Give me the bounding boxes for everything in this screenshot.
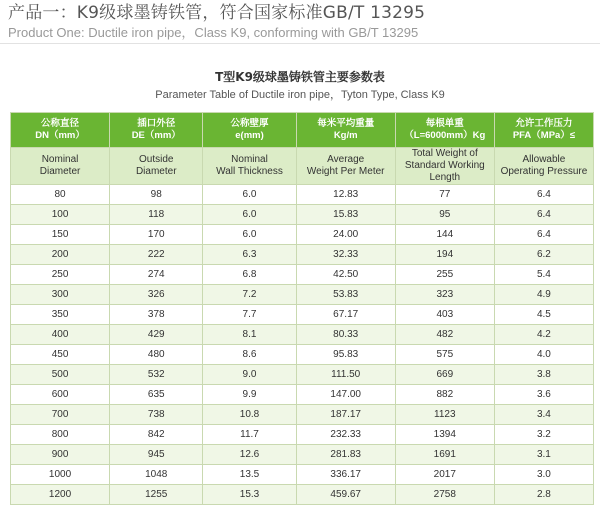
cell-de: 945 [110, 445, 203, 465]
col-subheader-de: Outside Diameter [110, 148, 203, 185]
cell-weight-per-meter: 12.83 [296, 185, 395, 205]
cell-weight-per-meter: 187.17 [296, 405, 395, 425]
cell-pressure: 4.2 [494, 325, 593, 345]
table-row [11, 345, 594, 365]
cell-pressure: 3.2 [494, 425, 593, 445]
table-row [11, 385, 594, 405]
cell-total-weight: 575 [395, 345, 494, 365]
cell-dn: 100 [11, 205, 110, 225]
cell-weight-per-meter: 281.83 [296, 445, 395, 465]
cell-dn: 300 [11, 285, 110, 305]
cell-wall: 6.0 [203, 205, 296, 225]
col-header-weight-per-meter: 每米平均重量 Kg/m [296, 113, 395, 148]
cell-wall: 13.5 [203, 465, 296, 485]
cell-total-weight: 2758 [395, 485, 494, 505]
cell-dn: 900 [11, 445, 110, 465]
cell-pressure: 6.4 [494, 225, 593, 245]
table-row [11, 245, 594, 265]
cell-weight-per-meter: 53.83 [296, 285, 395, 305]
cell-weight-per-meter: 459.67 [296, 485, 395, 505]
cell-total-weight: 1394 [395, 425, 494, 445]
cell-dn: 1000 [11, 465, 110, 485]
cell-pressure: 3.4 [494, 405, 593, 425]
cell-de: 635 [110, 385, 203, 405]
cell-de: 118 [110, 205, 203, 225]
col-header-pressure: 允许工作压力 PFA（MPa）≤ [494, 113, 593, 148]
table-row [11, 485, 594, 505]
product-title-en: Product One: Ductile iron pipe，Class K9, conforming with GB/T 13295 [8, 25, 419, 40]
cell-de: 1255 [110, 485, 203, 505]
cell-pressure: 4.0 [494, 345, 593, 365]
cell-weight-per-meter: 32.33 [296, 245, 395, 265]
cell-wall: 6.3 [203, 245, 296, 265]
cell-dn: 600 [11, 385, 110, 405]
cell-dn: 250 [11, 265, 110, 285]
table-row [11, 265, 594, 285]
table-row [11, 205, 594, 225]
table-row [11, 325, 594, 345]
cell-de: 842 [110, 425, 203, 445]
cell-dn: 150 [11, 225, 110, 245]
table-row [11, 225, 594, 245]
cell-pressure: 6.4 [494, 185, 593, 205]
cell-pressure: 4.5 [494, 305, 593, 325]
cell-wall: 8.1 [203, 325, 296, 345]
cell-total-weight: 1123 [395, 405, 494, 425]
page-header [8, 2, 598, 41]
cell-weight-per-meter: 24.00 [296, 225, 395, 245]
cell-de: 738 [110, 405, 203, 425]
cell-wall: 11.7 [203, 425, 296, 445]
cell-dn: 350 [11, 305, 110, 325]
cell-total-weight: 882 [395, 385, 494, 405]
cell-dn: 800 [11, 425, 110, 445]
cell-total-weight: 669 [395, 365, 494, 385]
table-row [11, 365, 594, 385]
cell-pressure: 5.4 [494, 265, 593, 285]
col-header-total-weight: 每根单重 （L=6000mm）Kg [395, 113, 494, 148]
col-subheader-e: Nominal Wall Thickness [203, 148, 296, 185]
cell-weight-per-meter: 15.83 [296, 205, 395, 225]
cell-dn: 1200 [11, 485, 110, 505]
cell-de: 480 [110, 345, 203, 365]
table-row [11, 185, 594, 205]
cell-weight-per-meter: 42.50 [296, 265, 395, 285]
cell-pressure: 4.9 [494, 285, 593, 305]
cell-dn: 200 [11, 245, 110, 265]
cell-de: 378 [110, 305, 203, 325]
cell-pressure: 6.2 [494, 245, 593, 265]
cell-wall: 10.8 [203, 405, 296, 425]
table-row [11, 305, 594, 325]
col-header-e: 公称壁厚 e(mm) [203, 113, 296, 148]
col-subheader-dn: Nominal Diameter [11, 148, 110, 185]
cell-de: 429 [110, 325, 203, 345]
cell-weight-per-meter: 232.33 [296, 425, 395, 445]
cell-pressure: 3.8 [494, 365, 593, 385]
cell-wall: 7.7 [203, 305, 296, 325]
col-header-de: 插口外径 DE（mm） [110, 113, 203, 148]
cell-wall: 9.9 [203, 385, 296, 405]
col-subheader-weight-per-meter: Average Weight Per Meter [296, 148, 395, 185]
cell-total-weight: 323 [395, 285, 494, 305]
cell-total-weight: 2017 [395, 465, 494, 485]
cell-wall: 12.6 [203, 445, 296, 465]
table-row [11, 405, 594, 425]
cell-dn: 500 [11, 365, 110, 385]
cell-total-weight: 403 [395, 305, 494, 325]
cell-wall: 9.0 [203, 365, 296, 385]
cell-total-weight: 255 [395, 265, 494, 285]
header-row-en [11, 148, 594, 185]
cell-wall: 6.0 [203, 185, 296, 205]
cell-wall: 8.6 [203, 345, 296, 365]
cell-pressure: 2.8 [494, 485, 593, 505]
table-row [11, 445, 594, 465]
cell-pressure: 3.0 [494, 465, 593, 485]
cell-weight-per-meter: 147.00 [296, 385, 395, 405]
cell-wall: 6.0 [203, 225, 296, 245]
cell-total-weight: 1691 [395, 445, 494, 465]
table-caption-cn: T型K9级球墨铸铁管主要参数表 [215, 70, 385, 84]
cell-dn: 700 [11, 405, 110, 425]
cell-total-weight: 144 [395, 225, 494, 245]
table-row [11, 465, 594, 485]
cell-de: 98 [110, 185, 203, 205]
cell-pressure: 3.1 [494, 445, 593, 465]
header-row-cn [11, 113, 594, 148]
cell-de: 222 [110, 245, 203, 265]
parameter-table [10, 112, 594, 505]
cell-weight-per-meter: 80.33 [296, 325, 395, 345]
cell-total-weight: 77 [395, 185, 494, 205]
cell-wall: 15.3 [203, 485, 296, 505]
cell-de: 274 [110, 265, 203, 285]
cell-de: 326 [110, 285, 203, 305]
cell-weight-per-meter: 111.50 [296, 365, 395, 385]
cell-dn: 400 [11, 325, 110, 345]
col-subheader-total-weight: Total Weight of Standard Working Length [395, 148, 494, 185]
cell-wall: 7.2 [203, 285, 296, 305]
col-subheader-pressure: Allowable Operating Pressure [494, 148, 593, 185]
col-header-dn: 公称直径 DN（mm） [11, 113, 110, 148]
cell-total-weight: 194 [395, 245, 494, 265]
cell-de: 170 [110, 225, 203, 245]
table-row [11, 285, 594, 305]
cell-de: 532 [110, 365, 203, 385]
cell-weight-per-meter: 95.83 [296, 345, 395, 365]
cell-weight-per-meter: 336.17 [296, 465, 395, 485]
cell-dn: 80 [11, 185, 110, 205]
cell-pressure: 3.6 [494, 385, 593, 405]
table-row [11, 425, 594, 445]
cell-de: 1048 [110, 465, 203, 485]
cell-wall: 6.8 [203, 265, 296, 285]
header-divider [0, 43, 600, 44]
cell-weight-per-meter: 67.17 [296, 305, 395, 325]
cell-pressure: 6.4 [494, 205, 593, 225]
table-caption-en: Parameter Table of Ductile iron pipe，Tyton Type, Class K9 [155, 89, 445, 101]
cell-dn: 450 [11, 345, 110, 365]
cell-total-weight: 482 [395, 325, 494, 345]
product-title-cn: 产品一：K9级球墨铸铁管，符合国家标准GB/T 13295 [8, 3, 426, 23]
cell-total-weight: 95 [395, 205, 494, 225]
